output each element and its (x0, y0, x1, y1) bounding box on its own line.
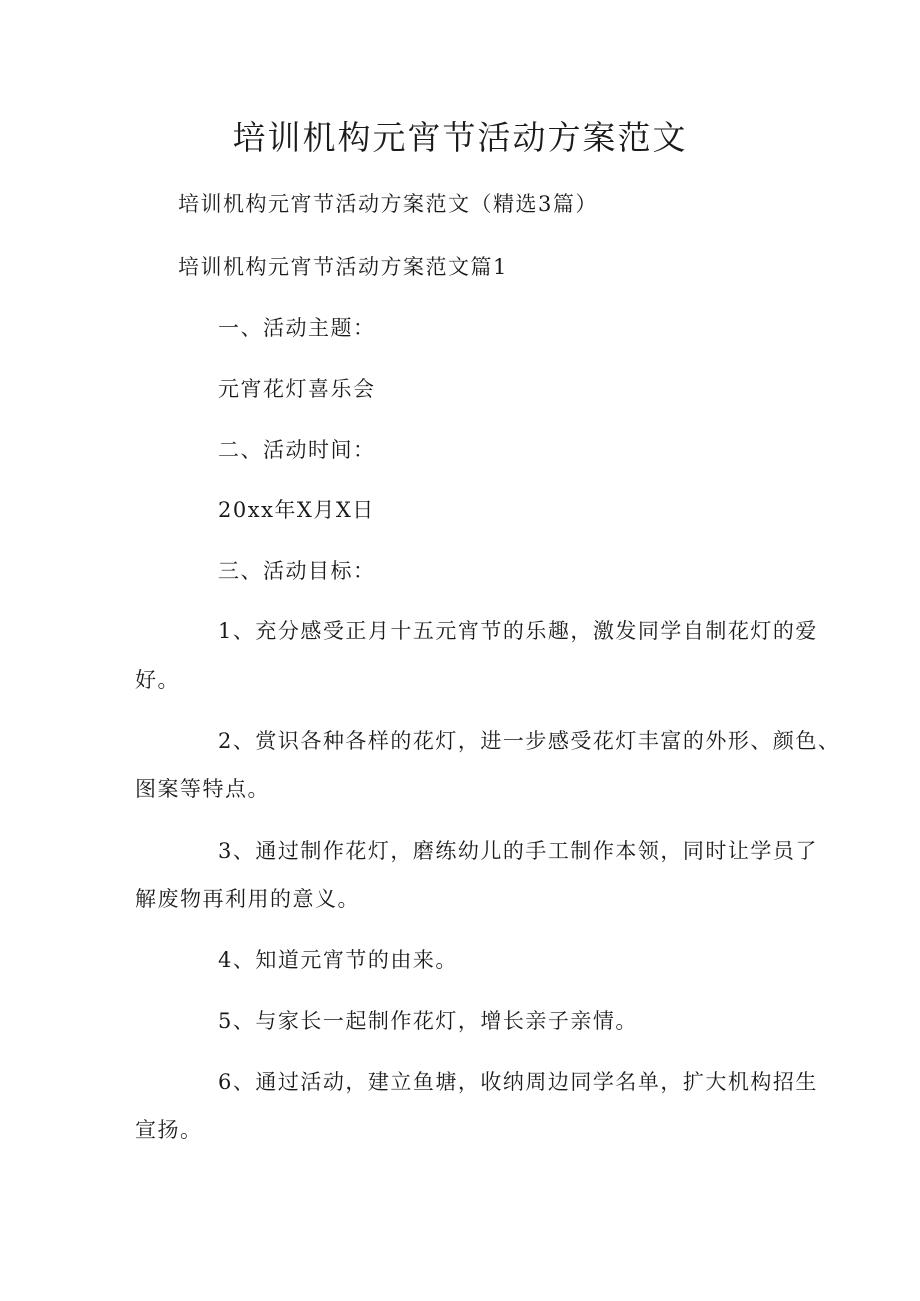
goal-item-1-line2: 好。 (135, 668, 180, 692)
goal-item-2-line2: 图案等特点。 (135, 777, 270, 801)
goal-item-5: 5、与家长一起制作花灯，增长亲子亲情。 (218, 1009, 638, 1033)
time-label: 二、活动时间： (218, 438, 376, 462)
goal-item-6-line1: 6、通过活动，建立鱼塘，收纳周边同学名单，扩大机构招生 (218, 1070, 818, 1094)
section-heading: 培训机构元宵节活动方案范文篇1 (178, 255, 508, 279)
document-subtitle: 培训机构元宵节活动方案范文（精选3篇） (178, 192, 598, 216)
goal-item-6-line2: 宣扬。 (135, 1118, 203, 1142)
goals-label: 三、活动目标： (218, 559, 376, 583)
theme-value: 元宵花灯喜乐会 (218, 377, 376, 401)
goal-item-2-line1: 2、赏识各种各样的花灯，进一步感受花灯丰富的外形、颜色、 (218, 729, 841, 753)
goal-item-3-line1: 3、通过制作花灯，磨练幼儿的手工制作本领，同时让学员了 (218, 839, 818, 863)
time-value: 20xx年X月X日 (218, 498, 375, 522)
goal-item-4: 4、知道元宵节的由来。 (218, 948, 458, 972)
document-title: 培训机构元宵节活动方案范文 (232, 118, 688, 157)
goal-item-3-line2: 解废物再利用的意义。 (135, 887, 360, 911)
goal-item-1-line1: 1、充分感受正月十五元宵节的乐趣，激发同学自制花灯的爱 (218, 619, 818, 643)
theme-label: 一、活动主题： (218, 316, 376, 340)
